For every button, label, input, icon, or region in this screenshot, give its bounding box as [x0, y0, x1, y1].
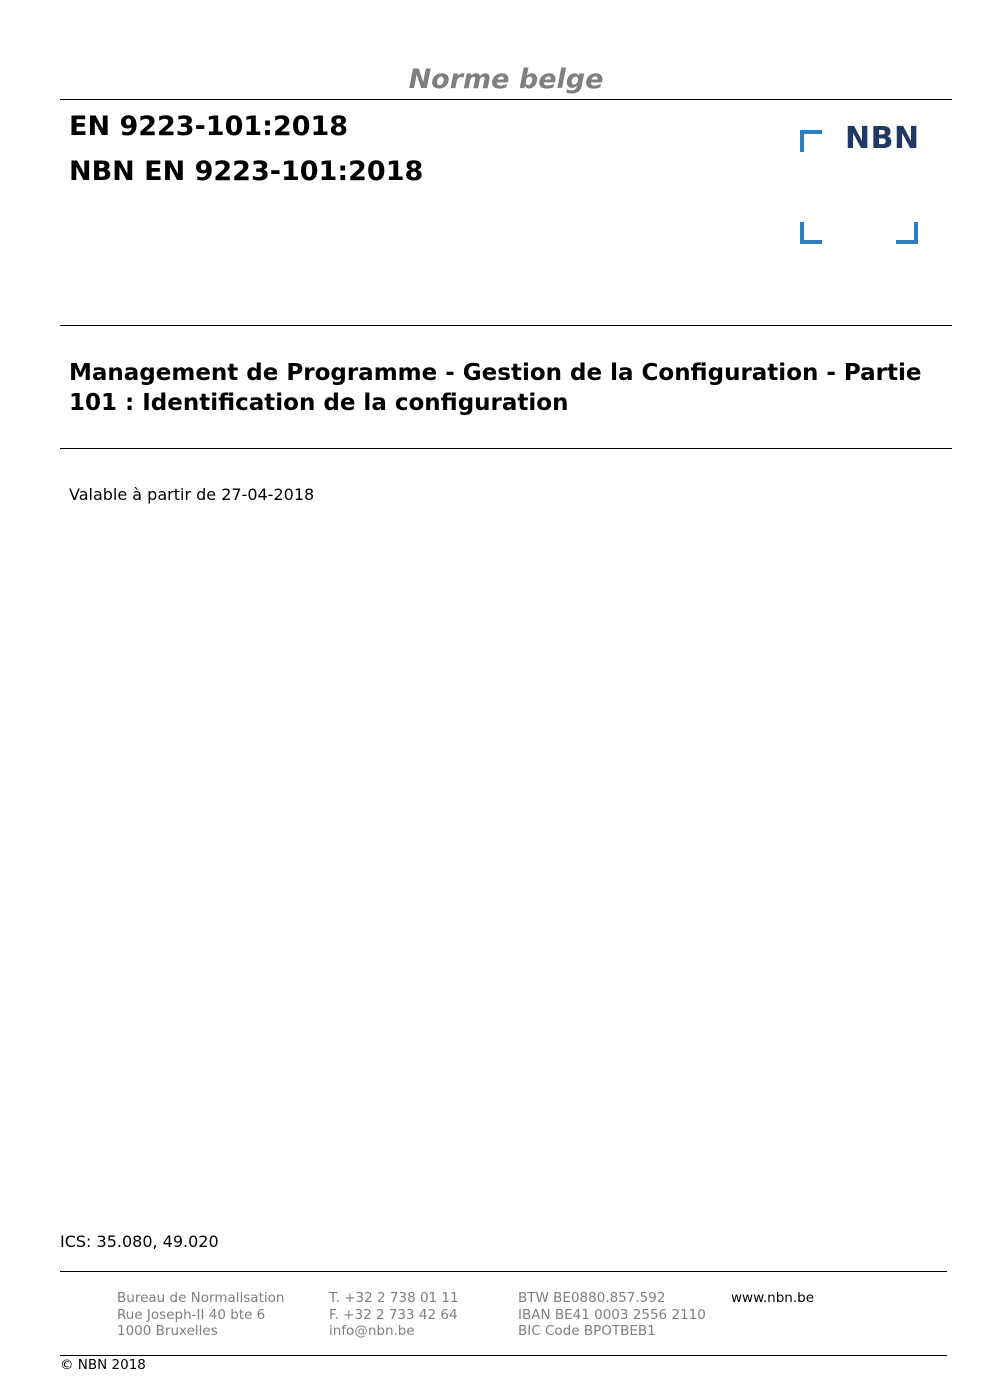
- divider-title-top: [60, 325, 952, 326]
- title-line-2: 101 : Identification de la configuration: [69, 390, 569, 416]
- footer-fax: F. +32 2 733 42 64: [329, 1306, 458, 1323]
- footer-email[interactable]: info@nbn.be: [329, 1323, 415, 1339]
- norme-label: Norme belge: [408, 64, 604, 95]
- footer-contact: [329, 1290, 459, 1340]
- divider-title-bottom: [60, 448, 952, 449]
- footer-address-line: Rue Joseph-II 40 bte 6: [117, 1306, 266, 1323]
- title-line-1: Management de Programme - Gestion de la Configuration - Partie: [69, 360, 922, 386]
- logo-text: NBN: [845, 121, 920, 156]
- logo-corner-bottom-left: [800, 222, 822, 244]
- footer-address-line: Bureau de Normalisation: [117, 1290, 285, 1306]
- standard-nbn: NBN EN 9223-101:2018: [69, 156, 424, 187]
- footer-bank: [518, 1290, 706, 1340]
- footer-address-line: 1000 Bruxelles: [117, 1323, 218, 1339]
- logo-corner-bottom-right: [896, 222, 918, 244]
- document-title: [69, 358, 939, 418]
- footer-vat: BTW BE0880.857.592: [518, 1290, 666, 1306]
- copyright: © NBN 2018: [60, 1357, 146, 1373]
- footer-phone: T. +32 2 738 01 11: [329, 1290, 459, 1306]
- divider-top: [60, 99, 952, 100]
- ics-codes: ICS: 35.080, 49.020: [60, 1232, 219, 1251]
- footer-address: [117, 1290, 284, 1340]
- divider-footer-top: [60, 1271, 947, 1272]
- divider-footer-bottom: [60, 1355, 947, 1356]
- footer-web: [731, 1290, 814, 1307]
- footer-bic: BIC Code BPOTBEB1: [518, 1323, 656, 1339]
- validity-date: Valable à partir de 27-04-2018: [69, 485, 315, 504]
- footer-website-link[interactable]: www.nbn.be: [731, 1290, 815, 1306]
- footer-iban: IBAN BE41 0003 2556 2110: [518, 1306, 706, 1323]
- logo-corner-top-left: [800, 130, 822, 152]
- standard-en: EN 9223-101:2018: [69, 111, 349, 142]
